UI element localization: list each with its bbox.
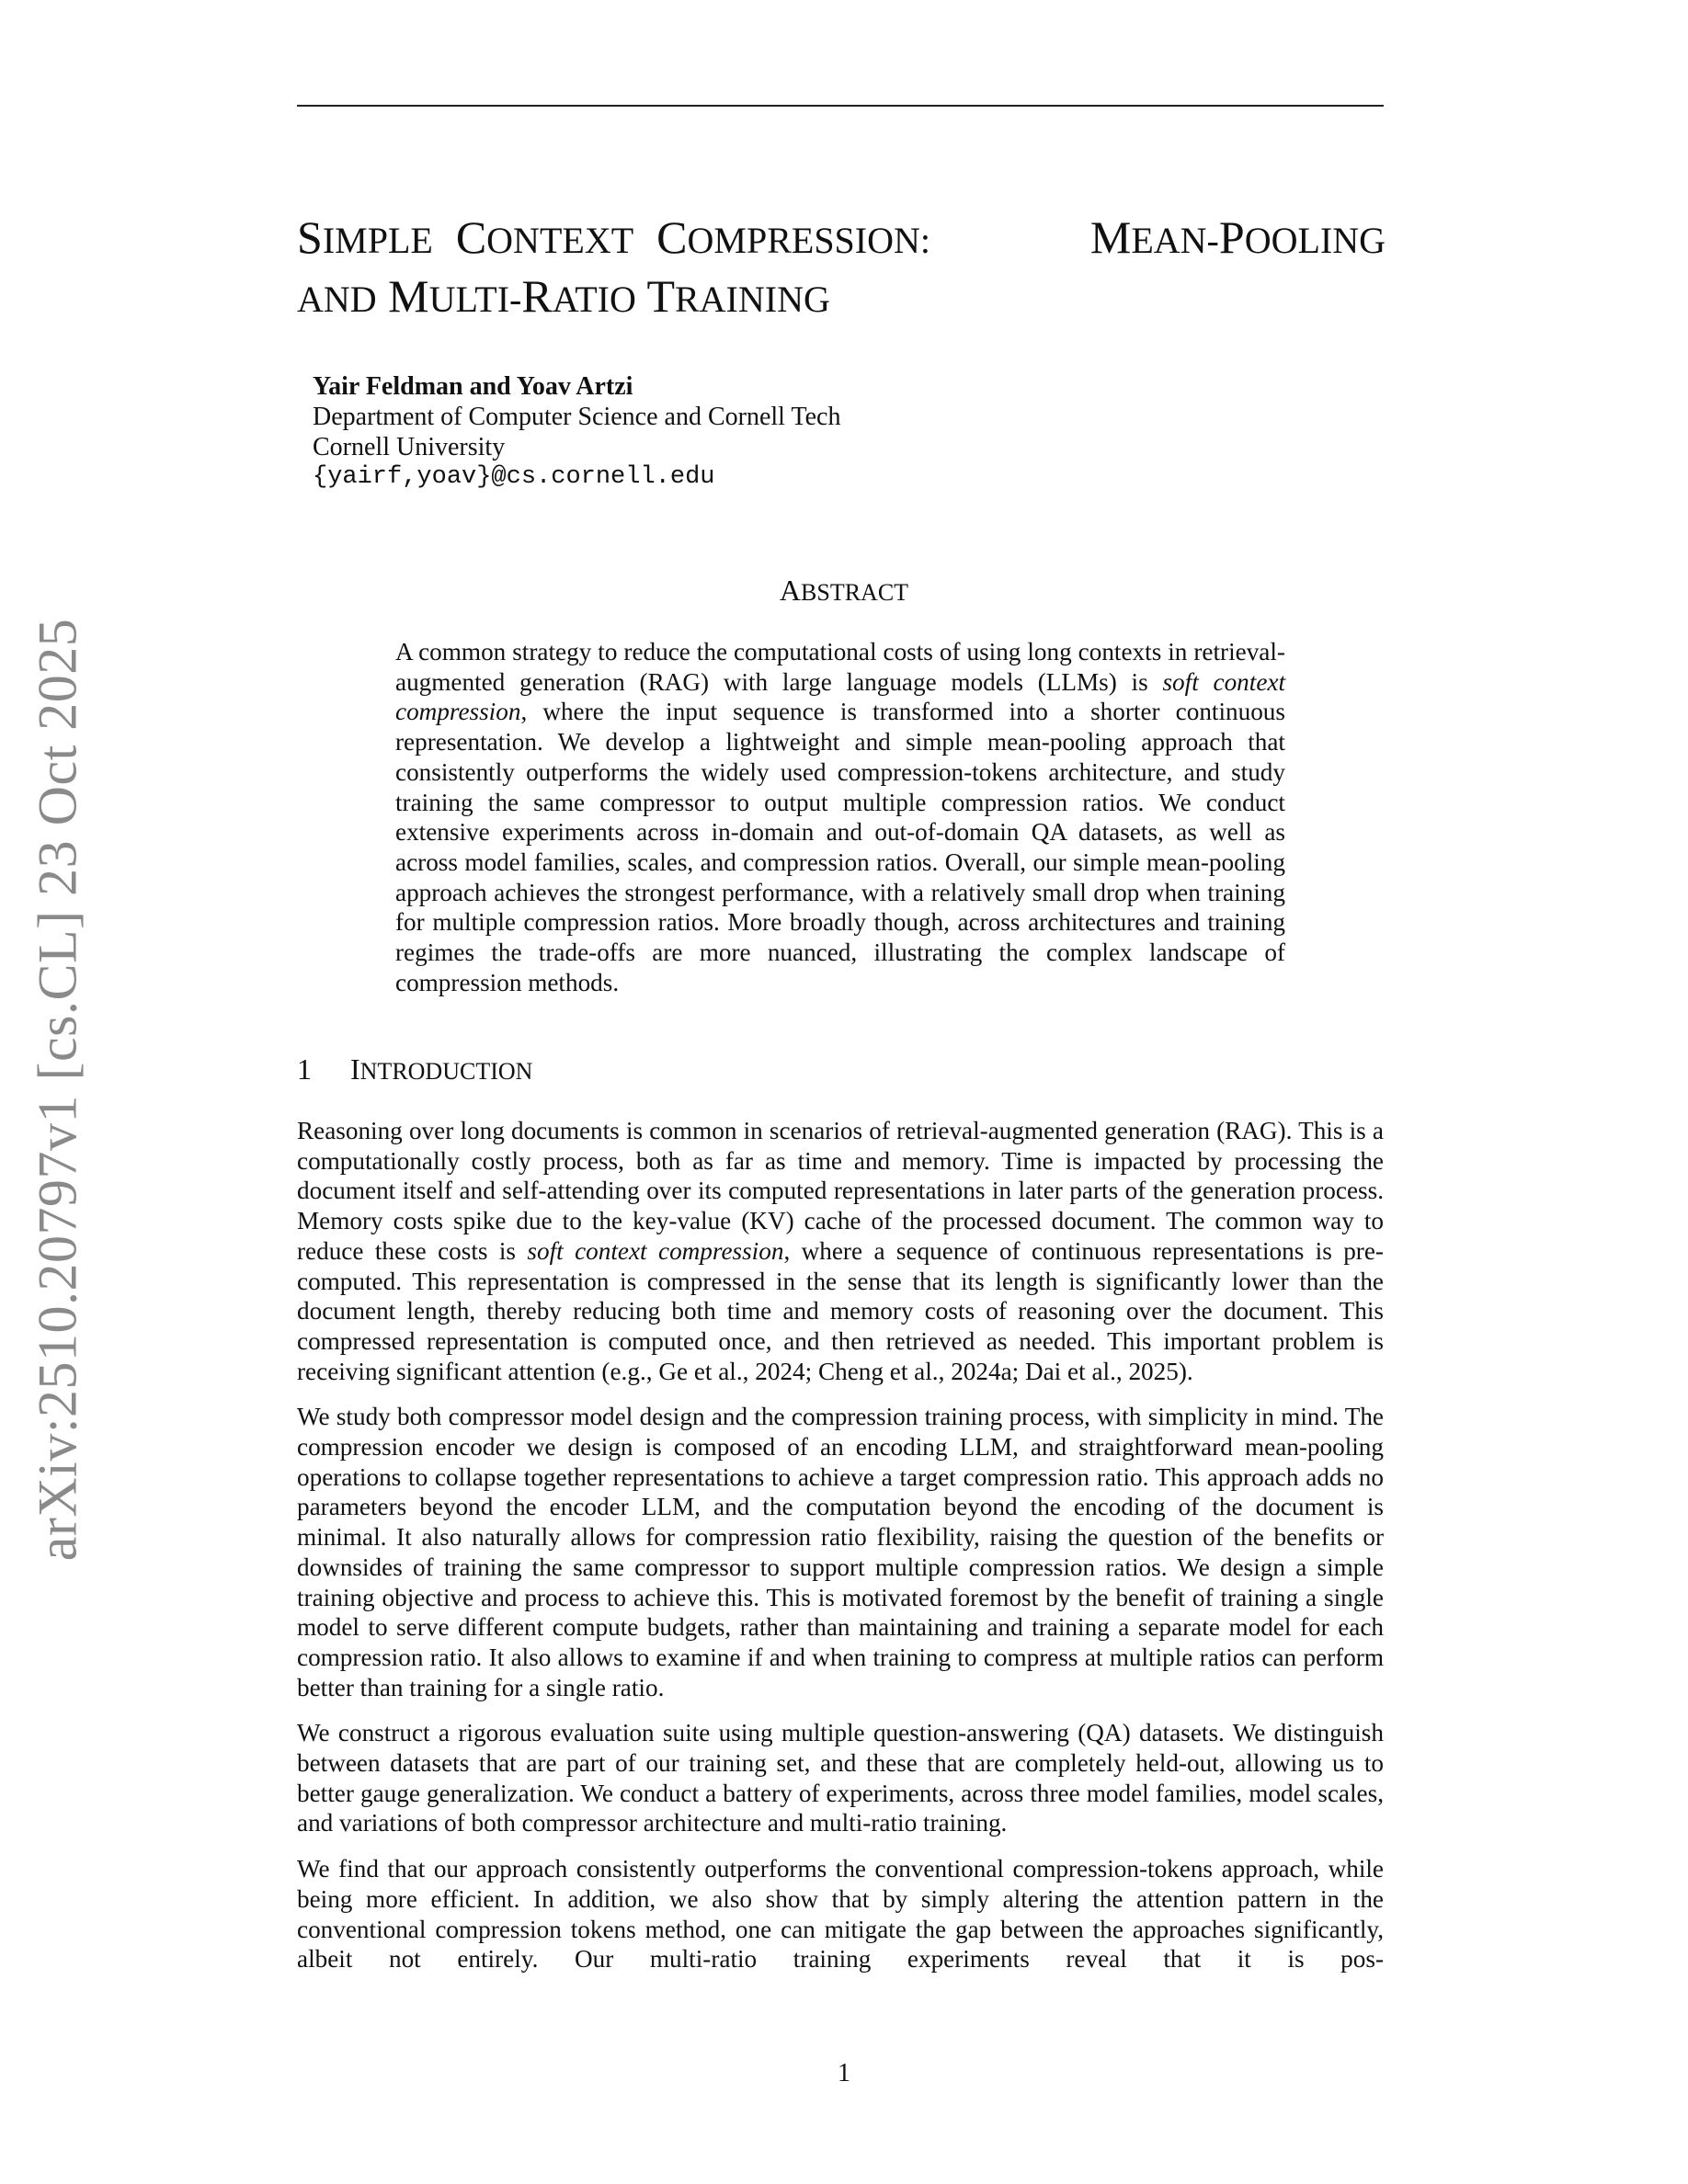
abstract-emphasis: soft context compression: [395, 667, 1286, 726]
paper-title: [297, 210, 1386, 327]
author-affiliation: Department of Computer Science and Cornell Tech: [313, 403, 841, 431]
arxiv-identifier: arXiv:2510.20797v1 [cs.CL] 23 Oct 2025: [27, 618, 88, 1561]
abstract-heading: ABSTRACT: [779, 574, 909, 607]
arxiv-sidebar: [17, 607, 99, 1572]
paragraph: We study both compressor model design and the compression training process, with simplicity in mind. The compression encoder we design is composed of an encoding LLM, and straightforward mean-pooling operations to collapse together representations to achieve a target compression ratio. This approach adds no parameters beyond the encoder LLM, and the computation beyond the encoding of the document is minimal. It also naturally allows for compression ratio flexibility, raising the question of the benefits or downsides of training the same compressor to support multiple compression ratios. We design a simple training objective and process to achieve this. This is motivated foremost by the benefit of training a single model to serve different compute budgets, rather than maintaining and training a separate model for each compression ratio. It also allows to examine if and when training to compress at multiple ratios can perform better than training for a single ratio.: [297, 1403, 1384, 1701]
title-line-1: [297, 210, 1386, 268]
author-email: {yairf,yoav}@cs.cornell.edu: [313, 463, 715, 491]
abstract-text: A common strategy to reduce the computational costs of using long contexts in retrieval-augmented generation (RAG) with large language models (LLMs) is soft context compression, where the input sequence is transformed into a shorter continuous representation. We develop a lightweight and simple mean-pooling approach that consistently outperforms the widely used compression-tokens architecture, and study training the same compressor to output multiple compression ratios. We conduct extensive experiments across in-domain and out-of-domain QA datasets, as well as across model families, scales, and compression ratios. Overall, our simple mean-pooling approach achieves the strongest performance, with a relatively small drop when training for multiple compression ratios. More broadly though, across architectures and training regimes the trade-offs are more nuanced, illustrating the complex landscape of compression methods.: [395, 638, 1286, 996]
paragraph: We construct a rigorous evaluation suite using multiple question-answering (QA) datasets. We distinguish between datasets that are part of our training set, and these that are completely held-out, allowing us to better gauge generalization. We conduct a battery of experiments, across three model families, model scales, and variations of both compressor architecture and multi-ratio training.: [297, 1719, 1384, 1837]
introduction-body: [297, 1116, 1384, 1990]
author-block: [313, 371, 840, 493]
title-word: MULTI-RATIO: [388, 270, 636, 322]
title-word: MEAN-POOLING: [1089, 211, 1386, 263]
title-word: TRAINING: [646, 270, 830, 322]
title-line-2: [297, 268, 1386, 327]
section-heading-introduction: 1 INTRODUCTION: [297, 1052, 533, 1086]
section-number: 1: [297, 1052, 312, 1086]
title-word: COMPRESSION:: [656, 211, 931, 263]
paragraph: Reasoning over long documents is common in scenarios of retrieval-augmented generation (RAG). This is a computationally costly process, both as far as time and memory. Time is impacted by processing the document itself and self-attending over its computed representations in later parts of the generation process. Memory costs spike due to the key-value (KV) cache of the processed document. The common way to reduce these costs is soft context compression, where a sequence of continuous representations is pre-computed. This representation is compressed in the sense that its length is significantly lower than the document length, thereby reducing both time and memory costs of reasoning over the document. This compressed representation is computed once, and then retrieved as needed. This important problem is receiving significant attention (e.g., Ge et al., 2024; Cheng et al., 2024a; Dai et al., 2025).: [297, 1117, 1384, 1385]
header-rule: [297, 105, 1384, 107]
paragraph-emphasis: soft context compression: [527, 1236, 784, 1265]
title-line-1-left: [297, 210, 930, 268]
author-institution: Cornell University: [313, 433, 506, 461]
page-number: 1: [838, 2059, 850, 2087]
title-word: SIMPLE: [297, 211, 433, 263]
title-line-1-right: [1090, 210, 1386, 268]
title-word: CONTEXT: [455, 211, 634, 263]
author-names: Yair Feldman and Yoav Artzi: [313, 372, 633, 401]
title-word: AND: [297, 279, 377, 320]
paragraph: We find that our approach consistently outperforms the conventional compression-tokens approach, while being more efficient. In addition, we also show that by simply altering the attention pattern in the conventional compression tokens method, one can mitigate the gap between the approaches significantly, albeit not entirely. Our multi-ratio training experiments reveal that it is pos-: [297, 1855, 1384, 1974]
